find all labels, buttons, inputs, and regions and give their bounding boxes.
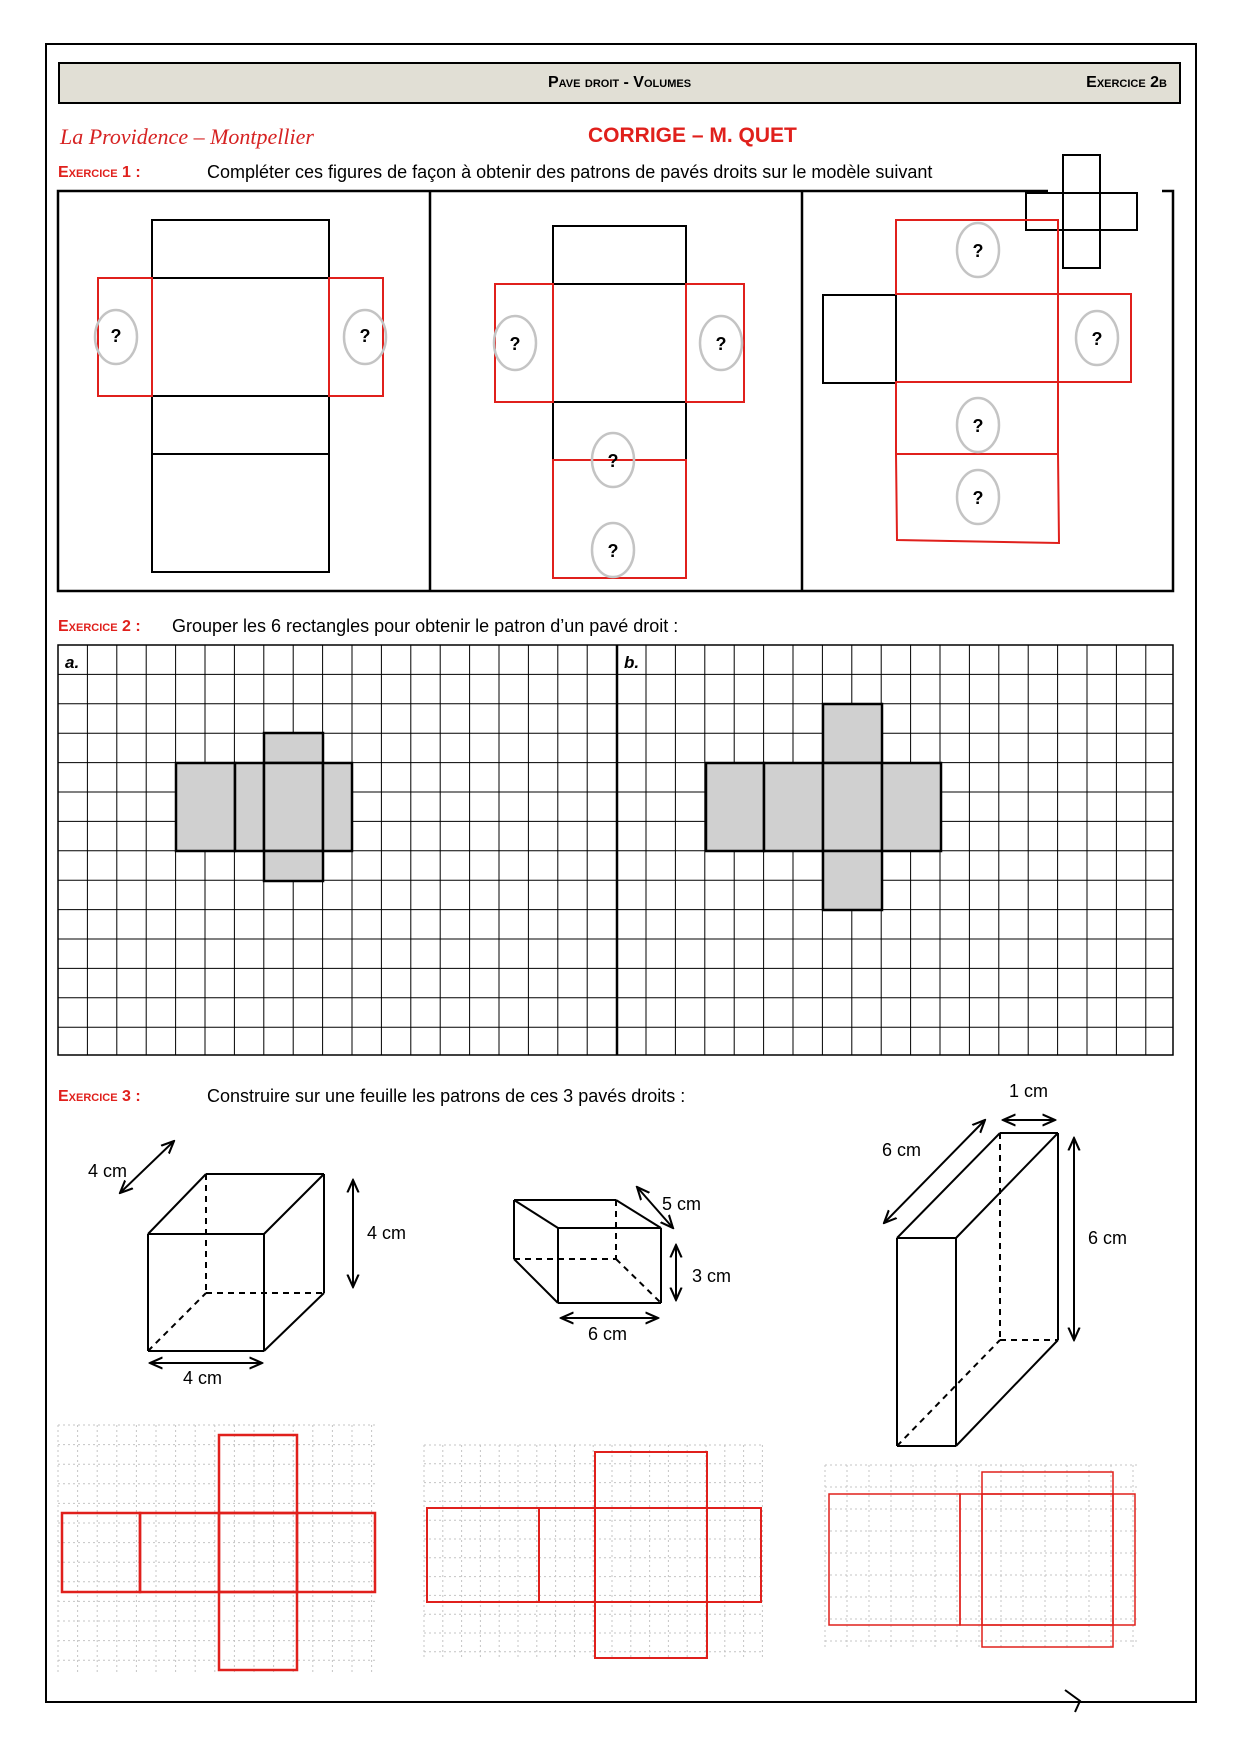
model-net [1026,155,1137,268]
question-mark: ? [607,451,619,471]
header-title: Pave droit - Volumes [547,74,692,91]
question-mark: ? [359,326,371,346]
ex3-cube [120,1141,353,1363]
exercise1-label: Exercice 1 : [58,164,141,181]
box-height-label: 3 cm [692,1266,732,1286]
page-corner-mark [1065,1690,1080,1712]
ex2-shape-a [176,733,352,881]
question-mark: ? [607,541,619,561]
ex3-slab [884,1120,1074,1446]
question-mark: ? [972,416,984,436]
exercise2-label: Exercice 2 : [58,618,141,635]
ex3-box [514,1187,676,1318]
exercise3-label: Exercice 3 : [58,1088,141,1105]
ex1-figure-1 [98,220,383,572]
ex1-question-marks [95,223,1118,577]
ex2-shape-b [706,704,941,910]
exercise2-text: Grouper les 6 rectangles pour obtenir le patron d’un pavé droit : [172,616,679,636]
question-mark: ? [1091,329,1103,349]
exercise3-text: Construire sur une feuille les patrons de ces 3 pavés droits : [207,1086,686,1106]
exercise1-text: Compléter ces figures de façon à obtenir des patrons de pavés droits sur le modèle suivant [207,162,933,182]
cube-height-label: 4 cm [367,1223,407,1243]
exercise1-box [58,191,1173,591]
school-name: La Providence – Montpellier [60,124,314,149]
ex3-net-cube [62,1435,375,1670]
cube-width-label: 4 cm [183,1368,223,1388]
slab-depth-label: 6 cm [882,1140,922,1160]
box-width-label: 6 cm [588,1324,628,1344]
header-exercise: Exercice 2b [1086,74,1167,91]
question-mark: ? [110,326,122,346]
corrige-title: CORRIGE – M. QUET [588,124,797,147]
cube-depth-label: 4 cm [88,1161,128,1181]
question-mark: ? [715,334,727,354]
box-depth-label: 5 cm [662,1194,702,1214]
slab-width-label: 1 cm [1009,1081,1049,1101]
slab-height-label: 6 cm [1088,1228,1128,1248]
part-b-label: b. [624,653,640,672]
question-mark: ? [972,241,984,261]
question-mark: ? [509,334,521,354]
part-a-label: a. [65,653,80,672]
question-mark: ? [972,488,984,508]
